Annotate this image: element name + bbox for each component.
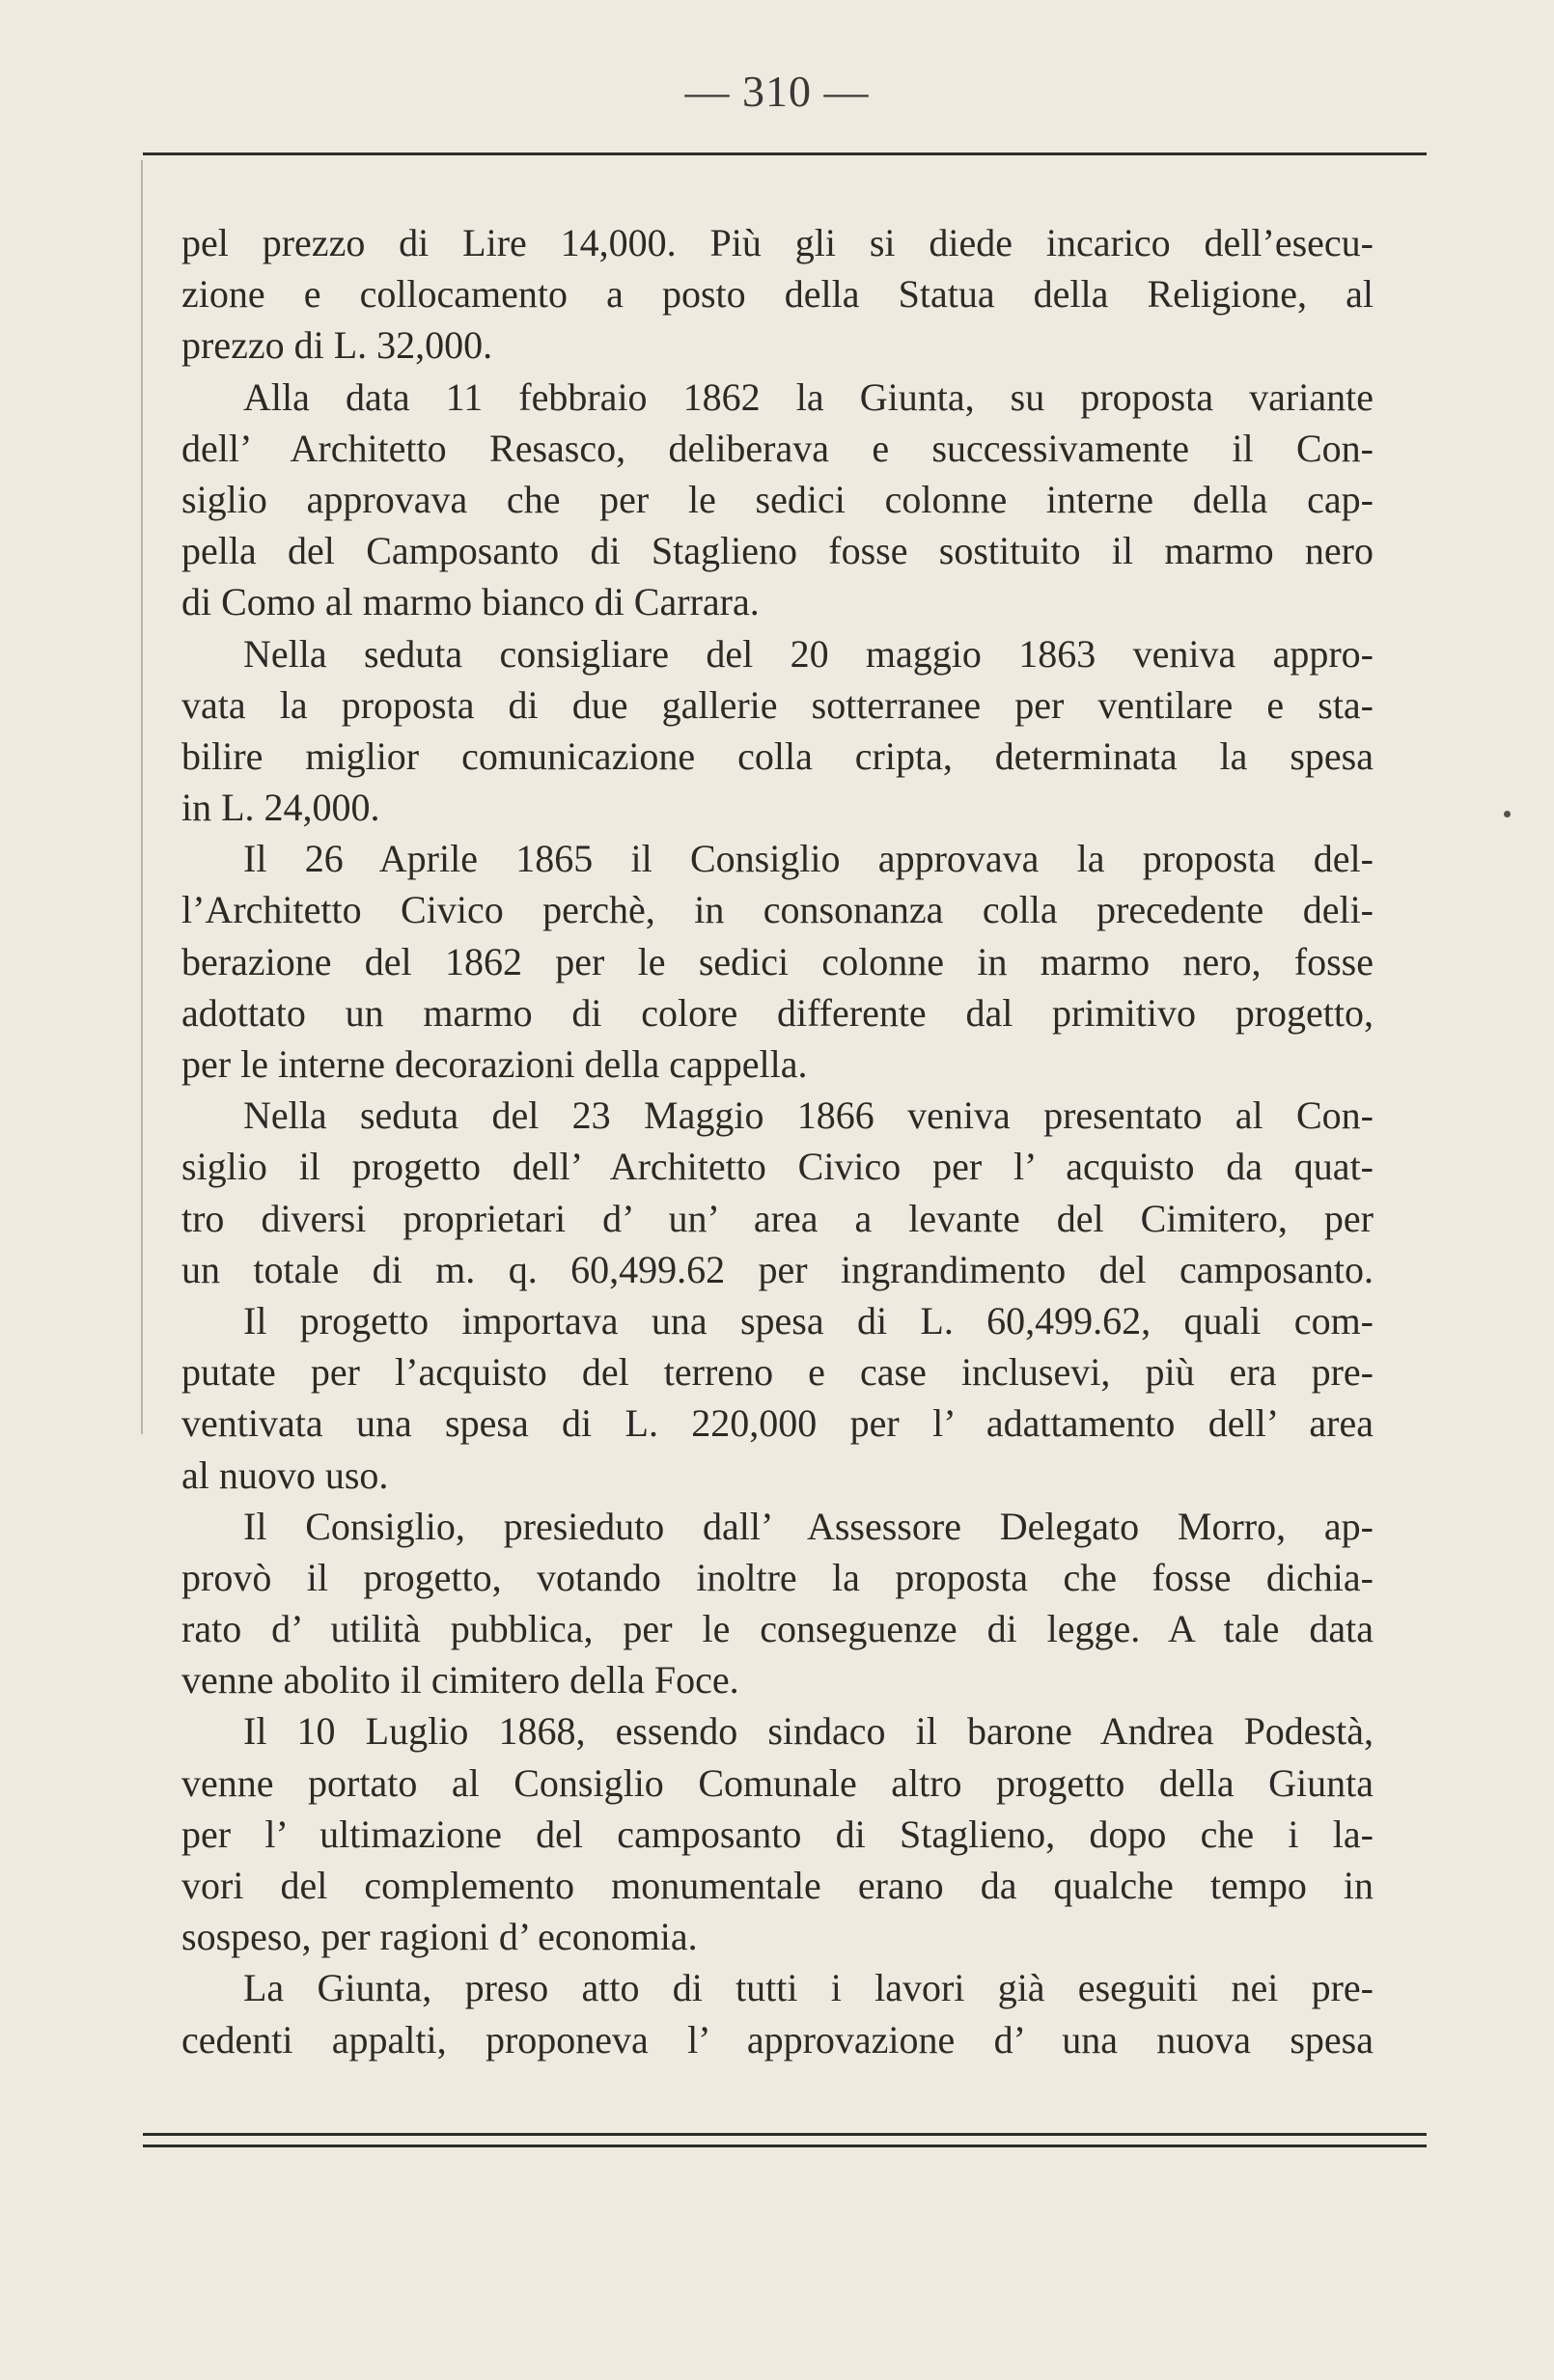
- text-line: per le interne decorazioni della cappella.: [181, 1042, 808, 1086]
- text-line: in L. 24,000.: [181, 786, 380, 830]
- text-line: al nuovo uso.: [181, 1453, 389, 1497]
- text-line: un totale di m. q. 60,499.62 per ingrandimento del camposanto.: [181, 1247, 1374, 1291]
- text-line: berazione del 1862 per le sedici colonne in marmo nero, fosse: [181, 939, 1374, 983]
- text-line: cedenti appalti, proponeva l’ approvazione d’ una nuova spesa: [181, 2017, 1374, 2062]
- page-number: — 310 —: [684, 67, 870, 116]
- text-line: siglio il progetto dell’ Architetto Civico per l’ acquisto da quat-: [181, 1145, 1374, 1189]
- text-line: provò il progetto, votando inoltre la proposta che fosse dichia-: [181, 1555, 1374, 1599]
- text-line: siglio approvava che per le sedici colonne interne della cap-: [181, 477, 1374, 521]
- text-line: tro diversi proprietari d’ un’ area a levante del Cimitero, per: [181, 1196, 1374, 1240]
- text-line: putate per l’acquisto del terreno e case inclusevi, più era pre-: [181, 1350, 1374, 1395]
- text-line: venne abolito il cimitero della Foce.: [181, 1658, 739, 1702]
- text-line: Il 26 Aprile 1865 il Consiglio approvava la proposta del-: [243, 837, 1374, 881]
- text-line: Il 10 Luglio 1868, essendo sindaco il barone Andrea Podestà,: [243, 1709, 1374, 1754]
- text-line: rato d’ utilità pubblica, per le conseguenze di legge. A tale data: [181, 1607, 1374, 1651]
- left-margin-line: [141, 160, 143, 1434]
- body-text: [181, 217, 1374, 2065]
- text-line: dell’ Architetto Resasco, deliberava e successivamente il Con-: [181, 426, 1374, 470]
- text-line: La Giunta, preso atto di tutti i lavori già eseguiti nei pre-: [243, 1966, 1374, 2010]
- text-line: vori del complemento monumentale erano da qualche tempo in: [181, 1864, 1374, 1907]
- text-line: pella del Camposanto di Staglieno fosse sostituito il marmo nero: [181, 529, 1374, 573]
- text-line: prezzo di L. 32,000.: [181, 323, 493, 368]
- bottom-rule: [143, 2133, 1427, 2136]
- margin-mark: [1504, 811, 1511, 817]
- text-line: adottato un marmo di colore differente dal primitivo progetto,: [181, 990, 1374, 1035]
- text-line: Il progetto importava una spesa di L. 60,499.62, quali com-: [243, 1298, 1374, 1342]
- text-line: vata la proposta di due gallerie sotterranee per ventilare e sta-: [181, 682, 1374, 727]
- text-line: Il Consiglio, presieduto dall’ Assessore Delegato Morro, ap-: [243, 1504, 1374, 1548]
- text-line: sospeso, per ragioni d’ economia.: [181, 1915, 698, 1959]
- text-line: ventivata una spesa di L. 220,000 per l’ adattamento dell’ area: [181, 1401, 1374, 1446]
- text-line: venne portato al Consiglio Comunale altro progetto della Giunta: [181, 1760, 1374, 1805]
- top-rule: [143, 152, 1427, 155]
- text-line: Nella seduta consigliare del 20 maggio 1863 veniva appro-: [243, 631, 1374, 676]
- text-line: per l’ ultimazione del camposanto di Staglieno, dopo che i la-: [181, 1812, 1374, 1856]
- text-line: zione e collocamento a posto della Statua della Religione, al: [181, 272, 1374, 317]
- text-line: pel prezzo di Lire 14,000. Più gli si diede incarico dell’esecu-: [181, 221, 1374, 264]
- text-line: Alla data 11 febbraio 1862 la Giunta, su proposta variante: [243, 374, 1374, 419]
- bottom-rule-double: [143, 2145, 1427, 2147]
- text-line: di Como al marmo bianco di Carrara.: [181, 580, 760, 624]
- text-line: bilire miglior comunicazione colla cripta, determinata la spesa: [181, 733, 1374, 778]
- text-line: Nella seduta del 23 Maggio 1866 veniva presentato al Con-: [243, 1093, 1374, 1138]
- text-line: l’Architetto Civico perchè, in consonanza colla precedente deli-: [181, 888, 1374, 932]
